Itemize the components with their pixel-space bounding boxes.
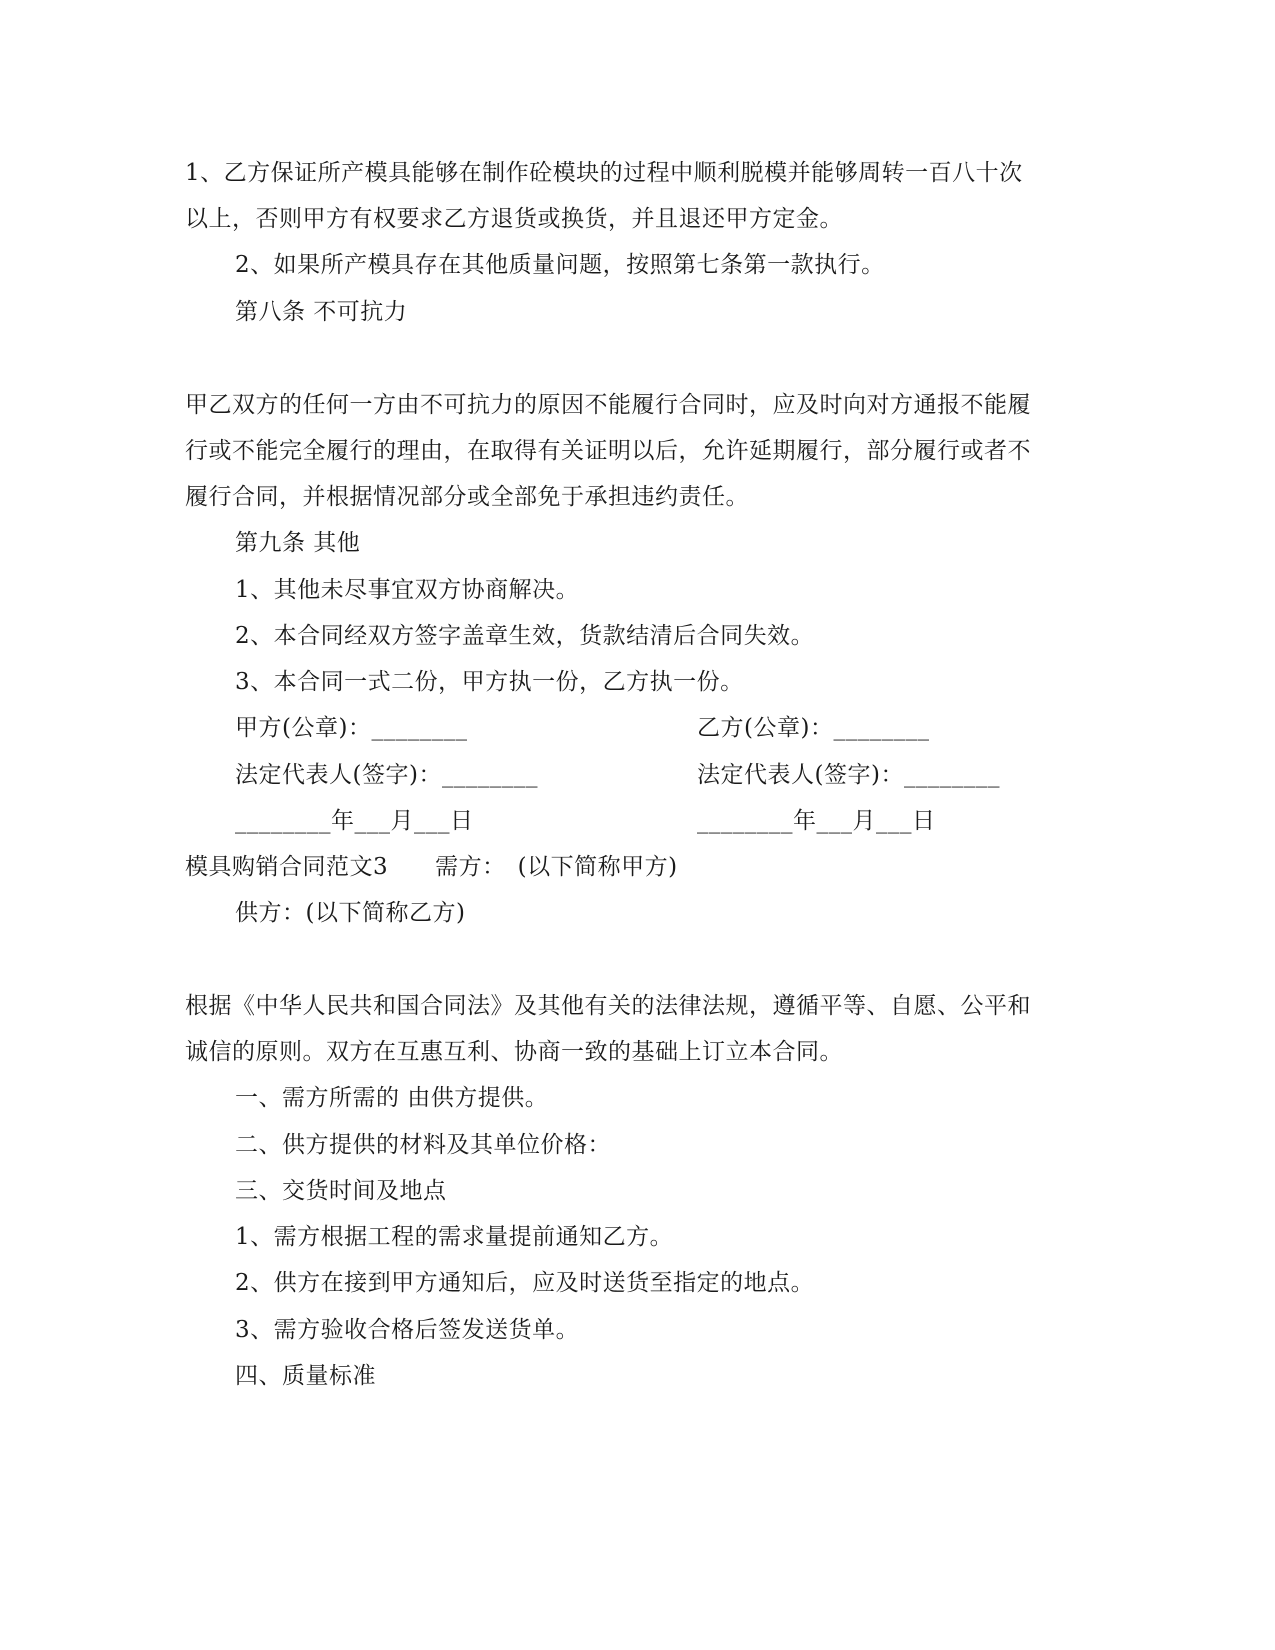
item-2: 二、供方提供的材料及其单位价格：	[235, 1132, 611, 1158]
article-8-title: 第八条 不可抗力	[235, 299, 408, 325]
article-9-title: 第九条 其他	[235, 530, 361, 556]
item-4: 四、质量标准	[235, 1363, 376, 1389]
item-1: 一、需方所需的 由供方提供。	[235, 1085, 549, 1111]
party-a-date: ________年___月___日	[235, 808, 474, 834]
supplier-line: 供方：(以下简称乙方)	[235, 900, 466, 926]
party-a-representative: 法定代表人(签字)：________	[235, 762, 538, 788]
force-majeure-line-1: 甲乙双方的任何一方由不可抗力的原因不能履行合同时，应及时向对方通报不能履	[185, 392, 1031, 418]
item-3-sub-3: 3、需方验收合格后签发送货单。	[235, 1317, 580, 1343]
contract-3-header: 模具购销合同范文3 需方： (以下简称甲方)	[185, 854, 678, 880]
item-3: 三、交货时间及地点	[235, 1178, 447, 1204]
party-b-representative: 法定代表人(签字)：________	[697, 762, 1000, 788]
clause-7-item-1-line-1: 1、乙方保证所产模具能够在制作砼模块的过程中顺利脱模并能够周转一百八十次	[185, 160, 1023, 186]
item-3-sub-1: 1、需方根据工程的需求量提前通知乙方。	[235, 1224, 674, 1250]
clause-7-item-1-line-2: 以上，否则甲方有权要求乙方退货或换货，并且退还甲方定金。	[185, 206, 843, 232]
article-9-item-3: 3、本合同一式二份，甲方执一份，乙方执一份。	[235, 669, 744, 695]
clause-7-item-2: 2、如果所产模具存在其他质量问题，按照第七条第一款执行。	[235, 252, 885, 278]
article-9-item-2: 2、本合同经双方签字盖章生效，货款结清后合同失效。	[235, 623, 815, 649]
force-majeure-line-2: 行或不能完全履行的理由，在取得有关证明以后，允许延期履行，部分履行或者不	[185, 438, 1031, 464]
party-b-date: ________年___月___日	[697, 808, 936, 834]
party-b-seal: 乙方(公章)：________	[697, 715, 930, 741]
force-majeure-line-3: 履行合同，并根据情况部分或全部免于承担违约责任。	[185, 484, 749, 510]
party-a-seal: 甲方(公章)：________	[235, 715, 468, 741]
basis-line-1: 根据《中华人民共和国合同法》及其他有关的法律法规，遵循平等、自愿、公平和	[185, 993, 1031, 1019]
basis-line-2: 诚信的原则。双方在互惠互利、协商一致的基础上订立本合同。	[185, 1039, 843, 1065]
article-9-item-1: 1、其他未尽事宜双方协商解决。	[235, 577, 580, 603]
item-3-sub-2: 2、供方在接到甲方通知后，应及时送货至指定的地点。	[235, 1270, 815, 1296]
